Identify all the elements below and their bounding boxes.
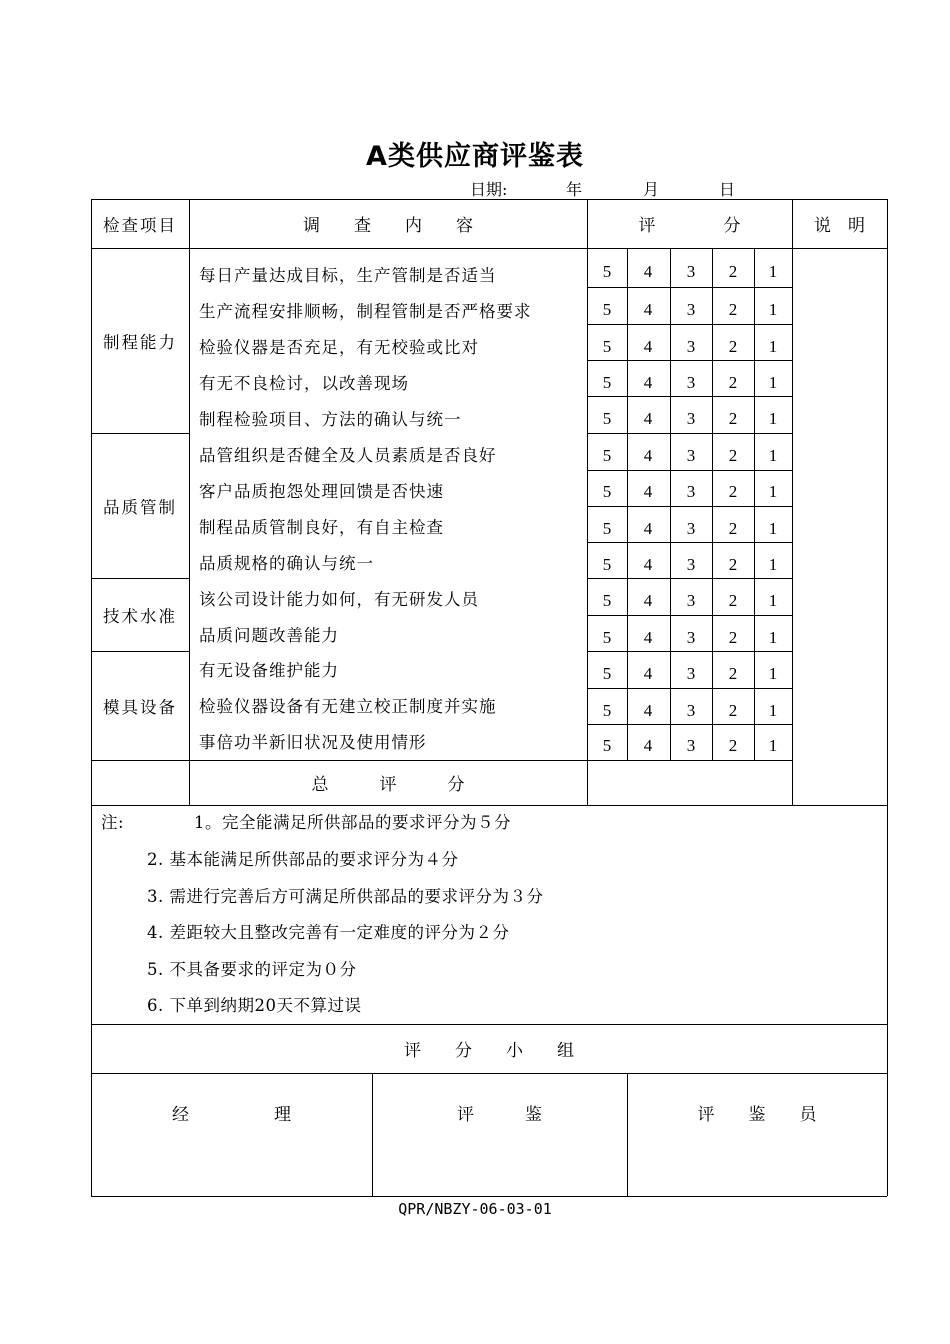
document-code: QPR/NBZY-06-03-01 [398, 1200, 552, 1218]
panel-evaluation-label: 评 鉴 [457, 1104, 542, 1125]
category-process: 制程能力 [103, 332, 177, 352]
score-option-2[interactable]: 2 [728, 628, 738, 647]
score-option-2[interactable]: 2 [728, 664, 738, 683]
score-option-3[interactable]: 3 [686, 664, 696, 683]
score-option-4[interactable]: 4 [643, 736, 653, 755]
check-item: 该公司设计能力如何，有无研发人员 [199, 590, 479, 609]
page-title: A类供应商评鉴表 [366, 141, 584, 172]
score-option-2[interactable]: 2 [728, 262, 738, 281]
score-option-2[interactable]: 2 [728, 482, 738, 501]
panel-title: 评 分 小 组 [404, 1041, 574, 1061]
score-option-4[interactable]: 4 [643, 628, 653, 647]
score-option-5[interactable]: 5 [602, 519, 612, 538]
check-item: 客户品质抱怨处理回馈是否快速 [199, 482, 444, 501]
score-option-2[interactable]: 2 [728, 701, 738, 720]
score-option-4[interactable]: 4 [643, 446, 653, 465]
note-line: 5. 不具备要求的评定为０分 [147, 960, 357, 979]
score-option-5[interactable]: 5 [602, 664, 612, 683]
score-option-2[interactable]: 2 [728, 591, 738, 610]
score-option-5[interactable]: 5 [602, 337, 612, 356]
score-option-3[interactable]: 3 [686, 300, 696, 319]
score-option-1[interactable]: 1 [768, 409, 778, 428]
score-option-1[interactable]: 1 [768, 373, 778, 392]
check-item: 检验仪器设备有无建立校正制度并实施 [199, 697, 497, 716]
score-option-5[interactable]: 5 [602, 446, 612, 465]
note-line: 1。完全能满足所供部品的要求评分为５分 [194, 813, 511, 832]
score-option-4[interactable]: 4 [643, 409, 653, 428]
score-option-5[interactable]: 5 [602, 701, 612, 720]
check-item: 有无不良检讨，以改善现场 [199, 374, 409, 393]
date-month: 月 [643, 180, 660, 199]
score-option-1[interactable]: 1 [768, 736, 778, 755]
panel-manager-label: 经 理 [172, 1104, 291, 1125]
score-option-5[interactable]: 5 [602, 555, 612, 574]
score-option-3[interactable]: 3 [686, 628, 696, 647]
date-day: 日 [719, 180, 736, 199]
score-option-1[interactable]: 1 [768, 591, 778, 610]
header-remark: 说 明 [814, 216, 865, 236]
score-option-3[interactable]: 3 [686, 591, 696, 610]
category-quality: 品质管制 [103, 497, 177, 517]
total-score-label: 总 评 分 [311, 775, 465, 795]
category-equipment: 模具设备 [103, 697, 177, 717]
score-option-4[interactable]: 4 [643, 337, 653, 356]
score-option-2[interactable]: 2 [728, 337, 738, 356]
score-option-2[interactable]: 2 [728, 409, 738, 428]
score-option-2[interactable]: 2 [728, 300, 738, 319]
date-year: 年 [566, 180, 583, 199]
score-option-1[interactable]: 1 [768, 482, 778, 501]
score-option-4[interactable]: 4 [643, 262, 653, 281]
score-option-5[interactable]: 5 [602, 262, 612, 281]
date-label: 日期: [470, 180, 508, 199]
check-item: 品管组织是否健全及人员素质是否良好 [199, 446, 497, 465]
score-option-5[interactable]: 5 [602, 409, 612, 428]
score-option-2[interactable]: 2 [728, 446, 738, 465]
score-option-2[interactable]: 2 [728, 736, 738, 755]
score-option-5[interactable]: 5 [602, 373, 612, 392]
score-option-3[interactable]: 3 [686, 555, 696, 574]
panel-evaluator-label: 评 鉴 员 [697, 1104, 817, 1125]
check-item: 制程检验项目、方法的确认与统一 [199, 410, 462, 429]
score-option-4[interactable]: 4 [643, 664, 653, 683]
score-option-1[interactable]: 1 [768, 337, 778, 356]
score-option-1[interactable]: 1 [768, 446, 778, 465]
header-score: 评 分 [638, 216, 741, 236]
score-option-3[interactable]: 3 [686, 446, 696, 465]
score-option-3[interactable]: 3 [686, 701, 696, 720]
check-item: 品质规格的确认与统一 [199, 554, 374, 573]
score-option-4[interactable]: 4 [643, 373, 653, 392]
score-option-2[interactable]: 2 [728, 373, 738, 392]
check-item: 事倍功半新旧状况及使用情形 [199, 733, 427, 752]
score-option-3[interactable]: 3 [686, 409, 696, 428]
note-line: 6. 下单到纳期20天不算过误 [147, 996, 362, 1015]
score-option-1[interactable]: 1 [768, 664, 778, 683]
score-option-5[interactable]: 5 [602, 736, 612, 755]
note-line: 4. 差距较大且整改完善有一定难度的评分为２分 [147, 923, 510, 942]
score-option-5[interactable]: 5 [602, 591, 612, 610]
note-line: 2. 基本能满足所供部品的要求评分为４分 [147, 850, 459, 869]
score-option-3[interactable]: 3 [686, 337, 696, 356]
score-option-1[interactable]: 1 [768, 519, 778, 538]
check-item: 生产流程安排顺畅，制程管制是否严格要求 [199, 302, 532, 321]
score-option-4[interactable]: 4 [643, 555, 653, 574]
score-option-4[interactable]: 4 [643, 300, 653, 319]
score-option-2[interactable]: 2 [728, 519, 738, 538]
category-technology: 技术水准 [103, 606, 177, 626]
header-content: 调 查 内 容 [303, 216, 473, 236]
score-option-4[interactable]: 4 [643, 591, 653, 610]
notes-prefix: 注: [101, 813, 125, 832]
score-option-1[interactable]: 1 [768, 628, 778, 647]
score-option-4[interactable]: 4 [643, 519, 653, 538]
score-option-3[interactable]: 3 [686, 482, 696, 501]
check-item: 有无设备维护能力 [199, 661, 339, 680]
score-option-3[interactable]: 3 [686, 519, 696, 538]
check-item: 每日产量达成目标，生产管制是否适当 [199, 266, 497, 285]
score-option-3[interactable]: 3 [686, 736, 696, 755]
score-option-3[interactable]: 3 [686, 262, 696, 281]
score-option-1[interactable]: 1 [768, 300, 778, 319]
score-option-5[interactable]: 5 [602, 628, 612, 647]
score-option-4[interactable]: 4 [643, 701, 653, 720]
score-option-3[interactable]: 3 [686, 373, 696, 392]
note-line: 3. 需进行完善后方可满足所供部品的要求评分为３分 [147, 887, 544, 906]
header-item: 检查项目 [103, 215, 177, 235]
score-option-1[interactable]: 1 [768, 555, 778, 574]
score-option-2[interactable]: 2 [728, 555, 738, 574]
score-option-4[interactable]: 4 [643, 482, 653, 501]
check-item: 制程品质管制良好，有自主检查 [199, 518, 444, 537]
score-option-1[interactable]: 1 [768, 262, 778, 281]
score-option-5[interactable]: 5 [602, 482, 612, 501]
score-option-1[interactable]: 1 [768, 701, 778, 720]
score-option-5[interactable]: 5 [602, 300, 612, 319]
check-item: 品质问题改善能力 [199, 626, 339, 645]
total-score-value[interactable] [587, 760, 792, 805]
check-item: 检验仪器是否充足，有无校验或比对 [199, 338, 479, 357]
